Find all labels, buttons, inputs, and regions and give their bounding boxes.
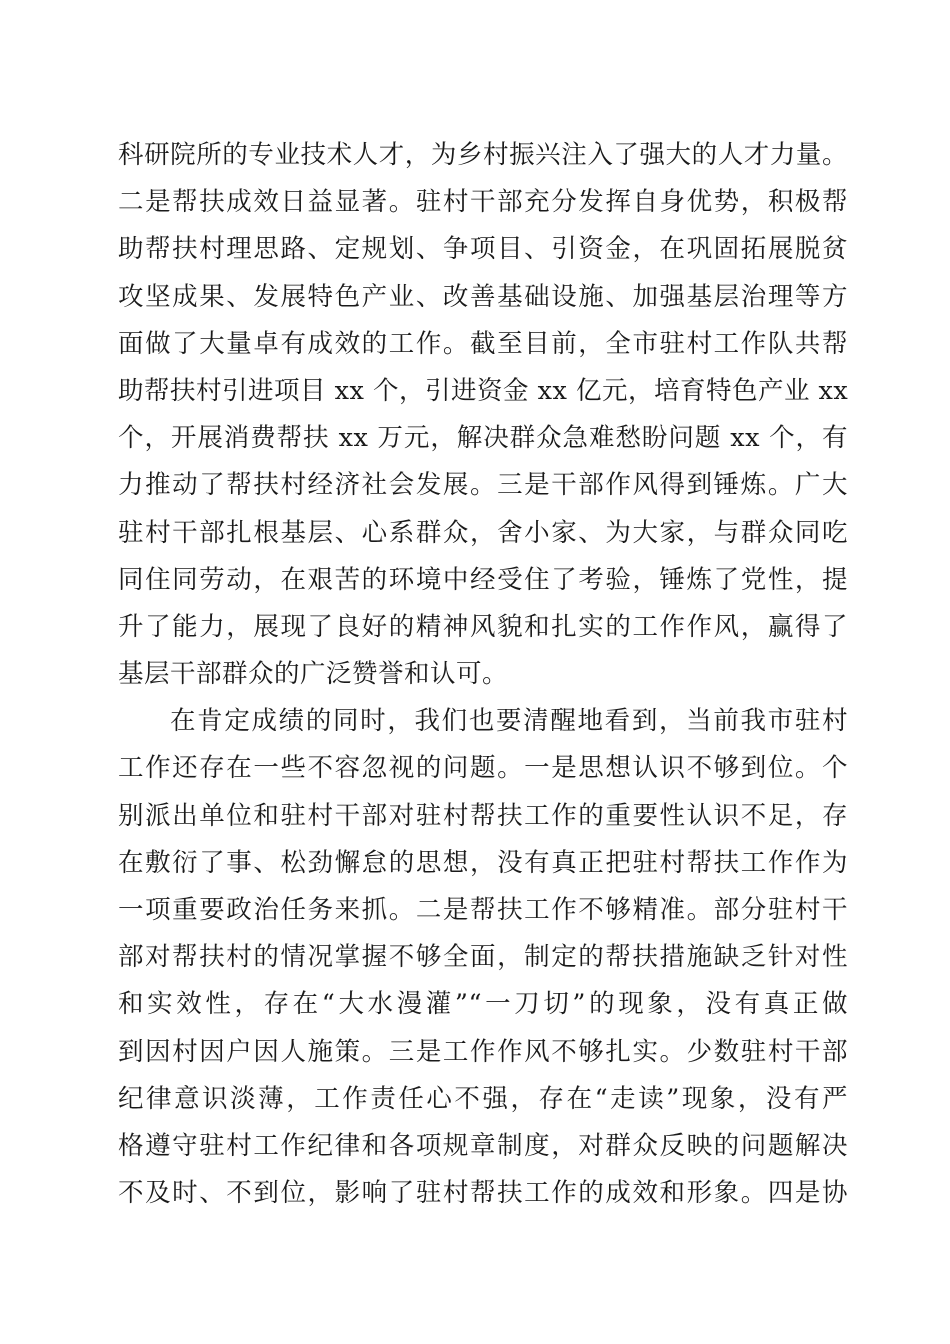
- text-line: 个，开展消费帮扶 xx 万元，解决群众急难愁盼问题 xx 个，有: [118, 423, 848, 454]
- text-line: 部对帮扶村的情况掌握不够全面，制定的帮扶措施缺乏针对性: [118, 942, 848, 973]
- text-line: 不及时、不到位，影响了驻村帮扶工作的成效和形象。四是协: [118, 1178, 848, 1209]
- text-line: 在敷衍了事、松劲懈怠的思想，没有真正把驻村帮扶工作作为: [118, 847, 848, 878]
- text-line: 格遵守驻村工作纪律和各项规章制度，对群众反映的问题解决: [118, 1130, 848, 1161]
- text-line: 助帮扶村理思路、定规划、争项目、引资金，在巩固拓展脱贫: [118, 234, 848, 265]
- text-line: 到因村因户因人施策。三是工作作风不够扎实。少数驻村干部: [118, 1036, 848, 1067]
- text-line: 在肯定成绩的同时，我们也要清醒地看到，当前我市驻村: [170, 706, 848, 737]
- text-line: 升了能力，展现了良好的精神风貌和扎实的工作作风，赢得了: [118, 611, 848, 642]
- text-line: 驻村干部扎根基层、心系群众，舍小家、为大家，与群众同吃: [118, 517, 848, 548]
- text-line: 攻坚成果、发展特色产业、改善基础设施、加强基层治理等方: [118, 281, 848, 312]
- text-line: 基层干部群众的广泛赞誉和认可。: [118, 659, 509, 690]
- text-line: 和实效性，存在“大水漫灌”“一刀切”的现象，没有真正做: [118, 989, 848, 1020]
- text-line: 别派出单位和驻村干部对驻村帮扶工作的重要性认识不足，存: [118, 800, 848, 831]
- text-line: 工作还存在一些不容忽视的问题。一是思想认识不够到位。个: [118, 753, 848, 784]
- text-line: 纪律意识淡薄，工作责任心不强，存在“走读”现象，没有严: [118, 1083, 848, 1114]
- document-body: [118, 132, 848, 1217]
- text-line: 助帮扶村引进项目 xx 个，引进资金 xx 亿元，培育特色产业 xx: [118, 375, 849, 406]
- text-line: 一项重要政治任务来抓。二是帮扶工作不够精准。部分驻村干: [118, 895, 848, 925]
- text-line: 力推动了帮扶村经济社会发展。三是干部作风得到锤炼。广大: [118, 470, 848, 501]
- text-line: 二是帮扶成效日益显著。驻村干部充分发挥自身优势，积极帮: [118, 187, 848, 218]
- text-line: 面做了大量卓有成效的工作。截至目前，全市驻村工作队共帮: [118, 328, 848, 359]
- text-line: 同住同劳动，在艰苦的环境中经受住了考验，锤炼了党性，提: [118, 564, 848, 595]
- text-line: 科研院所的专业技术人才，为乡村振兴注入了强大的人才力量。: [118, 140, 848, 170]
